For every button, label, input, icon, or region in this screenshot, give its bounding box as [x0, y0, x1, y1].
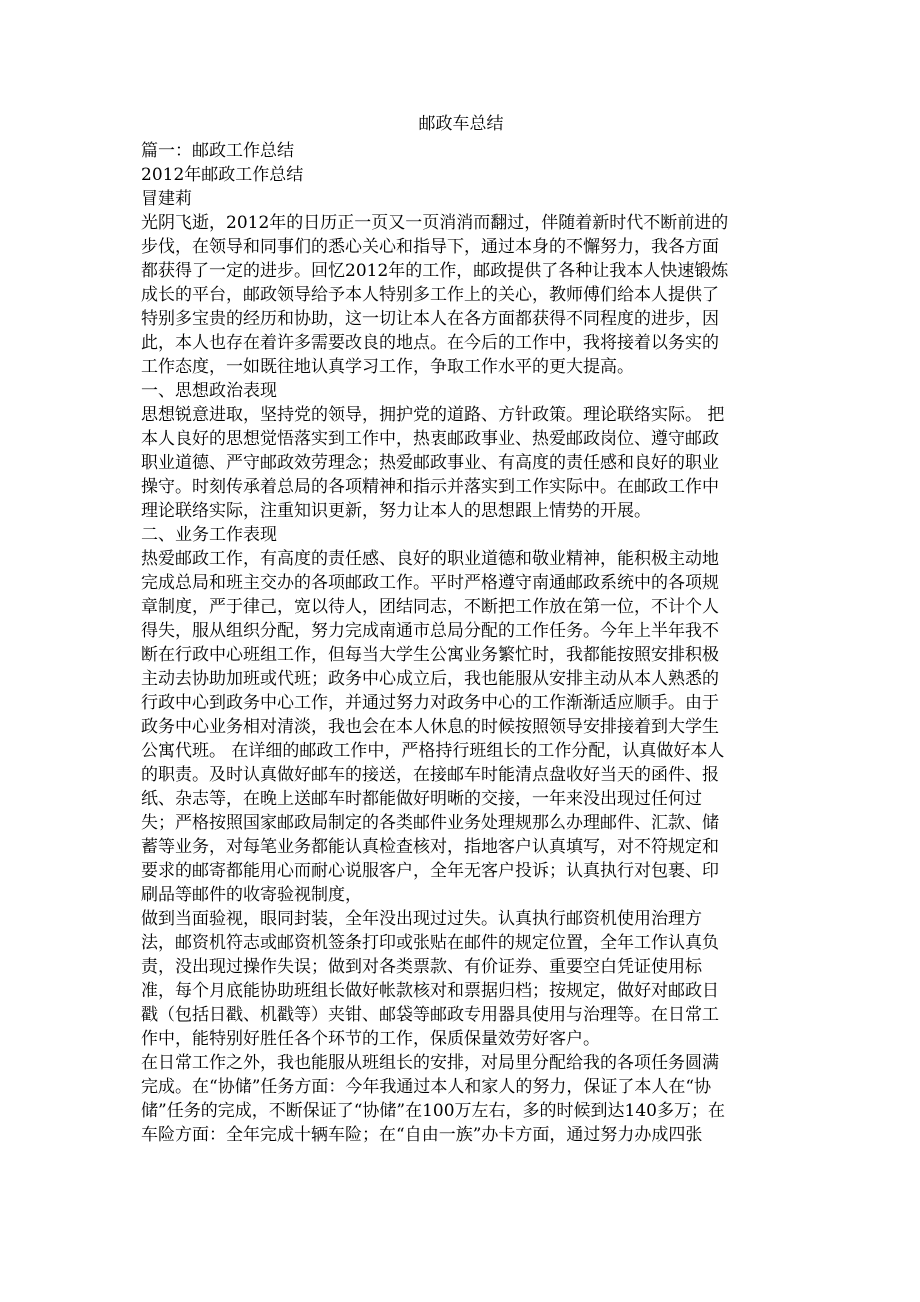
text-line: 储”任务的完成，不断保证了“协储”在100万左右，多的时候到达140多万；在 — [141, 1101, 725, 1121]
document-body — [141, 139, 781, 1147]
text-line: 篇一：邮政工作总结 — [141, 141, 294, 161]
text-line: 得失，服从组织分配，努力完成南通市总局分配的工作任务。今年上半年我不 — [141, 621, 719, 641]
text-line: 光阴飞逝，2012年的日历正一页又一页消消而翻过，伴随着新时代不断前进的 — [141, 213, 729, 233]
text-line: 成长的平台，邮政领导给予本人特别多工作上的关心，教师傅们给本人提供了 — [141, 285, 719, 305]
text-line: 公寓代班。 在详细的邮政工作中，严格持行班组长的工作分配，认真做好本人 — [141, 741, 725, 761]
text-line: 车险方面：全年完成十辆车险；在“自由一族”办卡方面，通过努力办成四张 — [141, 1125, 703, 1145]
document-page — [141, 112, 781, 1147]
text-line: 二、业务工作表现 — [141, 525, 277, 545]
text-line: 责，没出现过操作失误；做到对各类票款、有价证券、重要空白凭证使用标 — [141, 957, 702, 977]
text-line: 本人良好的思想觉悟落实到工作中，热衷邮政事业、热爱邮政岗位、遵守邮政 — [141, 429, 719, 449]
text-line: 主动去协助加班或代班；政务中心成立后，我也能服从安排主动从本人熟悉的 — [141, 669, 719, 689]
text-line: 作中，能特别好胜任各个环节的工作，保质保量效劳好客户。 — [141, 1029, 600, 1049]
text-line: 步伐，在领导和同事们的悉心关心和指导下，通过本身的不懈努力，我各方面 — [141, 237, 719, 257]
text-line: 做到当面验视，眼同封装，全年没出现过过失。认真执行邮资机使用治理方 — [141, 909, 702, 929]
text-line: 纸、杂志等，在晚上送邮车时都能做好明晰的交接，一年来没出现过任何过 — [141, 789, 702, 809]
text-line: 行政中心到政务中心工作，并通过努力对政务中心的工作渐渐适应顺手。由于 — [141, 693, 719, 713]
text-line: 刷品等邮件的收寄验视制度， — [141, 885, 362, 905]
text-line: 失；严格按照国家邮政局制定的各类邮件业务处理规那么办理邮件、汇款、储 — [141, 813, 719, 833]
text-line: 特别多宝贵的经历和协助，这一切让本人在各方面都获得不同程度的进步，因 — [141, 309, 719, 329]
text-line: 法，邮资机符志或邮资机签条打印或张贴在邮件的规定位置，全年工作认真负 — [141, 933, 719, 953]
text-line: 思想锐意进取，坚持党的领导，拥护党的道路、方针政策。理论联络实际。 把 — [141, 405, 725, 425]
document-title: 邮政车总结 — [418, 114, 504, 134]
text-line: 蓄等业务，对每笔业务都能认真检查核对，指地客户认真填写，对不符规定和 — [141, 837, 719, 857]
text-line: 断在行政中心班组工作，但每当大学生公寓业务繁忙时，我都能按照安排积极 — [141, 645, 719, 665]
text-line: 完成。在“协储”任务方面：今年我通过本人和家人的努力，保证了本人在“协 — [141, 1077, 712, 1097]
text-line: 准，每个月底能协助班组长做好帐款核对和票据归档；按规定，做好对邮政日 — [141, 981, 719, 1001]
text-line: 此，本人也存在着许多需要改良的地点。在今后的工作中，我将接着以务实的 — [141, 333, 719, 353]
text-line: 热爱邮政工作，有高度的责任感、良好的职业道德和敬业精神，能积极主动地 — [141, 549, 719, 569]
text-line: 要求的邮寄都能用心而耐心说服客户，全年无客户投诉；认真执行对包裹、印 — [141, 861, 719, 881]
text-line: 的职责。及时认真做好邮车的接送，在接邮车时能清点盘收好当天的函件、报 — [141, 765, 719, 785]
text-line: 章制度，严于律己，宽以待人，团结同志，不断把工作放在第一位，不计个人 — [141, 597, 719, 617]
text-line: 一、思想政治表现 — [141, 381, 277, 401]
text-line: 戳（包括日戳、机戳等）夹钳、邮袋等邮政专用器具使用与治理等。在日常工 — [141, 1005, 719, 1025]
text-line: 理论联络实际，注重知识更新，努力让本人的思想跟上情势的开展。 — [141, 501, 651, 521]
text-line: 在日常工作之外，我也能服从班组长的安排，对局里分配给我的各项任务圆满 — [141, 1053, 719, 1073]
text-line: 完成总局和班主交办的各项邮政工作。平时严格遵守南通邮政系统中的各项规 — [141, 573, 719, 593]
text-line: 职业道德、严守邮政效劳理念；热爱邮政事业、有高度的责任感和良好的职业 — [141, 453, 719, 473]
text-line: 政务中心业务相对清淡，我也会在本人休息的时候按照领导安排接着到大学生 — [141, 717, 719, 737]
text-line: 2012年邮政工作总结 — [141, 165, 304, 185]
text-line: 冒建莉 — [141, 189, 192, 209]
text-line: 操守。时刻传承着总局的各项精神和指示并落实到工作实际中。在邮政工作中 — [141, 477, 719, 497]
text-line: 都获得了一定的进步。回忆2012年的工作，邮政提供了各种让我本人快速锻炼 — [141, 261, 729, 281]
text-line: 工作态度，一如既往地认真学习工作，争取工作水平的更大提高。 — [141, 357, 634, 377]
